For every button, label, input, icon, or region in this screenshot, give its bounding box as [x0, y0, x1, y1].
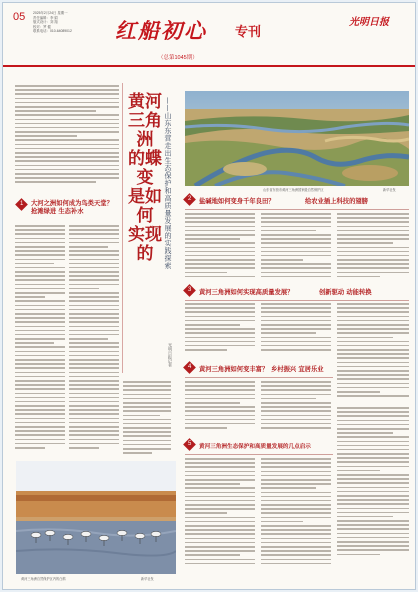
text-column-right-f	[337, 303, 409, 403]
meta-line: 2025年2月24日 星期一	[33, 11, 68, 15]
title-line: 实现的	[128, 225, 162, 264]
meta-line: 联系电话：010-64089012	[33, 29, 72, 34]
article-byline: 光明日报记者	[168, 343, 173, 367]
section-title: 大河之洲如何成为鸟类天堂？	[31, 200, 113, 207]
text-column-right-g	[185, 381, 255, 437]
section-subtitle: 乡村振兴 宜居乐业	[271, 366, 324, 373]
section-title: 黄河三角洲如何变丰富？	[199, 366, 269, 373]
meta-line: 版式设计：刘 翔	[33, 20, 58, 25]
title-line: 黄河	[128, 92, 162, 112]
section-number-badge: 5	[183, 438, 196, 451]
masthead-suffix: 专刊	[235, 24, 262, 39]
title-line: 的蝶变	[128, 149, 162, 188]
section-heading-2	[185, 195, 409, 215]
text-column-right-c	[337, 213, 409, 283]
intro-lines	[15, 85, 119, 186]
section-subtitle: 给农业插上科技的翅膀	[305, 198, 368, 205]
section-number-badge: 3	[183, 284, 196, 297]
top-photo-caption-text: 山东省东营市黄河三角洲国家级自然保护区	[263, 188, 324, 192]
page-meta	[33, 11, 88, 34]
title-divider	[122, 83, 123, 373]
section-title: 黄河三角洲如何实现高质量发展？	[199, 289, 294, 296]
delta-wetland-photo	[185, 91, 409, 186]
section-heading-1	[17, 200, 119, 220]
meta-line: 校对：罗 健	[33, 24, 51, 29]
text-column-right-d	[185, 303, 255, 359]
section-number-badge: 4	[183, 361, 196, 374]
issue-number: （总第1045期）	[158, 55, 198, 61]
masthead-title: 红船初心	[115, 18, 207, 43]
top-photo-credit: 新华社发	[383, 188, 396, 192]
article-title	[125, 93, 165, 264]
text-column-right-a	[185, 213, 255, 283]
text-column-right-k	[261, 458, 331, 570]
text-column-right-h	[261, 381, 331, 437]
text-column-right-e	[261, 303, 331, 359]
intro-text	[15, 85, 119, 193]
text-column-left-b	[69, 225, 119, 457]
text-column-right-i	[337, 407, 409, 567]
section-title: 盐碱地如何变身千年良田？	[199, 198, 275, 205]
bottom-photo-credit: 新华社发	[141, 577, 154, 581]
section-number-badge: 2	[183, 193, 196, 206]
section-subtitle: 抢滩绿进 生态补水	[31, 208, 84, 215]
newspaper-logo: 光明日报	[349, 17, 389, 28]
section-number-badge: 1	[15, 198, 28, 211]
text-column-left-a	[15, 225, 65, 457]
article-subtitle: ——山东东营走出生态保护和高质量发展的实践探索	[164, 97, 172, 270]
title-line: 三角洲	[128, 111, 162, 150]
section-heading-5	[185, 440, 333, 460]
section-heading-4	[185, 363, 333, 383]
page-header	[3, 3, 415, 67]
masthead	[115, 15, 295, 49]
page-number: 05	[13, 11, 26, 23]
title-line: 是如何	[128, 187, 162, 226]
section-title: 黄河三角洲生态保护和高质量发展的几点启示	[199, 444, 311, 450]
text-column-right-j	[185, 458, 255, 570]
text-column-mid-a	[123, 381, 171, 457]
meta-line: 责任编辑：李 娟	[33, 15, 58, 20]
bottom-photo-caption-text: 黄河三角洲自然保护区内的白鹤	[21, 577, 66, 581]
newspaper-page	[2, 2, 416, 590]
text-column-right-b	[261, 213, 331, 283]
cranes-photo	[16, 461, 176, 574]
section-subtitle: 创新驱动 动能转换	[319, 289, 372, 296]
